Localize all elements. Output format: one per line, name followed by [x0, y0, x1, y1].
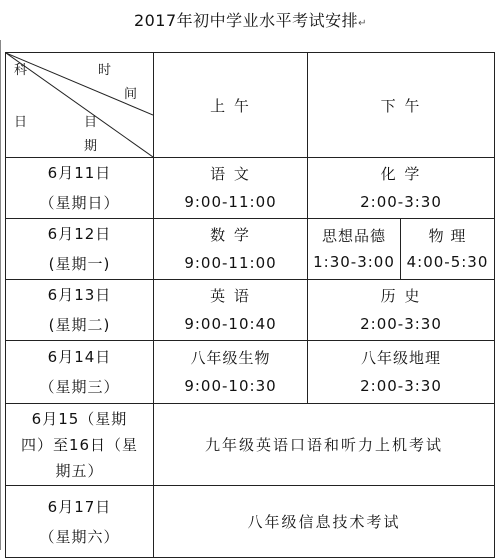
corner-label-shi: 时 [98, 63, 112, 78]
page-title: 2017年初中学业水平考试安排↵ [133, 11, 368, 30]
date-cell: 6月14日 （星期三） [6, 341, 154, 404]
diagonal-lines [6, 53, 153, 157]
table-row [6, 341, 495, 404]
full-day-exam-cell: 九年级英语口语和听力上机考试 [154, 404, 495, 486]
pm-exam-cell: 历 史 2:00-3:30 [308, 280, 495, 341]
exam-schedule-table [5, 52, 495, 558]
table-row [6, 280, 495, 341]
am-exam-cell: 数 学 9:00-11:00 [154, 219, 308, 280]
am-exam-cell: 英 语 9:00-10:40 [154, 280, 308, 341]
am-exam-cell: 语 文 9:00-11:00 [154, 158, 308, 219]
corner-label-mu: 目 [84, 115, 98, 130]
afternoon-header: 下 午 [308, 53, 495, 158]
corner-label-ri: 日 [14, 115, 28, 130]
pm-exam-cell-b: 物 理 4:00-5:30 [401, 219, 495, 280]
corner-label-jian: 间 [124, 87, 138, 102]
full-day-exam-cell: 八年级信息技术考试 [154, 486, 495, 558]
table-row [6, 486, 495, 558]
corner-label-ke: 科 [14, 63, 28, 78]
date-cell: 6月13日 (星期二) [6, 280, 154, 341]
date-cell: 6月15（星期 四）至16日（星 期五） [6, 404, 154, 486]
left-margin-line [0, 40, 1, 550]
paragraph-mark: ↵ [358, 18, 368, 29]
table-row [6, 404, 495, 486]
table-row [6, 219, 495, 280]
corner-header-cell [6, 53, 154, 158]
pm-exam-cell: 八年级地理 2:00-3:30 [308, 341, 495, 404]
morning-header: 上 午 [154, 53, 308, 158]
pm-exam-cell-a: 思想品德 1:30-3:00 [308, 219, 401, 280]
date-cell: 6月17日 （星期六） [6, 486, 154, 558]
date-cell: 6月12日 (星期一) [6, 219, 154, 280]
corner-label-qi: 期 [84, 139, 98, 154]
table-row [6, 158, 495, 219]
pm-exam-cell: 化 学 2:00-3:30 [308, 158, 495, 219]
am-exam-cell: 八年级生物 9:00-10:30 [154, 341, 308, 404]
date-cell: 6月11日 （星期日） [6, 158, 154, 219]
header-row [6, 53, 495, 158]
